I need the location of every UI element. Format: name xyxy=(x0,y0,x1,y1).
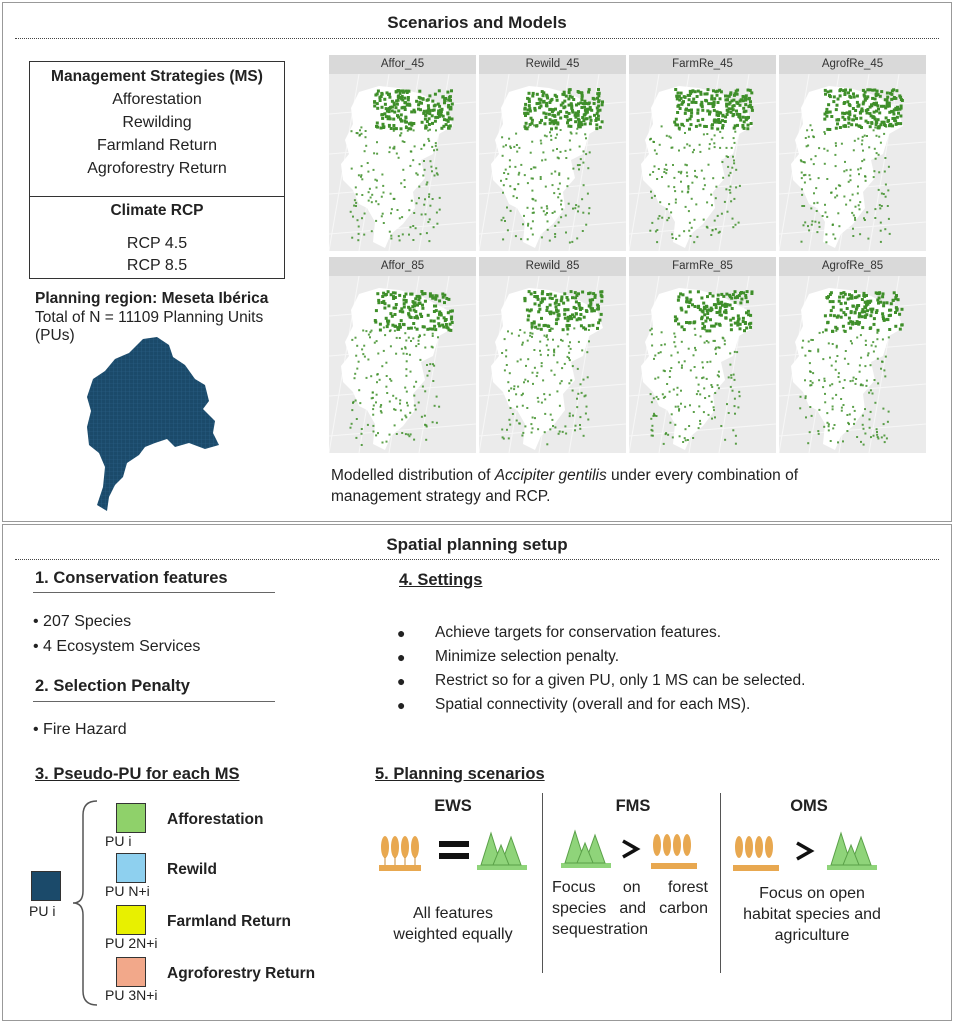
scenario-ews-text: All features weighted equally xyxy=(393,905,513,943)
pseudo-pu-strategy: Agroforestry Return xyxy=(167,965,316,982)
title-divider xyxy=(15,559,939,560)
oms-graphic xyxy=(731,829,881,875)
pseudo-pu-label: PU i xyxy=(105,833,132,849)
pseudo-pu-label: PU N+i xyxy=(105,883,150,899)
settings-item: ● Minimize selection penalty. xyxy=(397,648,620,665)
map-panel xyxy=(629,55,776,251)
caption-species: Accipiter gentilis xyxy=(494,467,607,484)
scenario-oms-text: Focus on open habitat species and agriculture xyxy=(743,885,881,944)
map-caption xyxy=(331,465,871,507)
title-divider xyxy=(15,38,939,39)
map-panel-label: Rewild_45 xyxy=(479,55,626,74)
region-text: Total of N = 11109 Planning Units (PUs) xyxy=(35,309,264,344)
region-map xyxy=(85,335,245,515)
section-underline xyxy=(33,592,275,593)
map-panel-label: FarmRe_85 xyxy=(629,257,776,276)
map-panel xyxy=(629,257,776,453)
settings-item: ● Achieve targets for conservation features. xyxy=(397,624,722,641)
section-settings-title: 4. Settings xyxy=(399,571,483,589)
pseudo-pu-strategy: Afforestation xyxy=(167,811,264,828)
pseudo-pu-box xyxy=(116,905,146,935)
map-panel-label: AgrofRe_45 xyxy=(779,55,926,74)
pseudo-pu-label: PU 3N+i xyxy=(105,987,158,1003)
forest-icon xyxy=(477,833,527,870)
distribution-map xyxy=(629,74,776,251)
penalty-bullet: • Fire Hazard xyxy=(33,721,127,738)
distribution-map xyxy=(779,276,926,453)
distribution-map xyxy=(629,276,776,453)
section-penalty-title: 2. Selection Penalty xyxy=(35,677,190,695)
section-scenarios-title: 5. Planning scenarios xyxy=(375,765,545,783)
scenario-fms-text: Focus on forest species and carbon sequestration xyxy=(552,879,708,938)
settings-item: ● Spatial connectivity (overall and for each MS). xyxy=(397,696,751,713)
map-panel xyxy=(329,55,476,251)
map-panel xyxy=(479,257,626,453)
caption-text: Modelled distribution of xyxy=(331,467,495,484)
pu-main-box xyxy=(31,871,61,901)
map-panel-label: AgrofRe_85 xyxy=(779,257,926,276)
climate-item: RCP 4.5 xyxy=(126,235,188,252)
map-panel xyxy=(779,257,926,453)
scenario-ews-title: EWS xyxy=(434,797,472,815)
feature-bullet: • 4 Ecosystem Services xyxy=(33,638,201,655)
panel-title-scenarios: Scenarios and Models xyxy=(387,13,567,32)
section-pseudo-pu-title: 3. Pseudo-PU for each MS xyxy=(35,765,240,783)
box-divider xyxy=(30,196,284,197)
map-panel-label: Rewild_85 xyxy=(479,257,626,276)
scenario-separator xyxy=(542,793,543,973)
pseudo-pu-label: PU 2N+i xyxy=(105,935,158,951)
climate-header: Climate RCP xyxy=(110,202,204,219)
pseudo-pu-box xyxy=(116,853,146,883)
distribution-map xyxy=(329,276,476,453)
map-panel-label: FarmRe_45 xyxy=(629,55,776,74)
forest-icon xyxy=(827,833,877,870)
section-conservation-title: 1. Conservation features xyxy=(35,569,228,587)
pu-main-label: PU i xyxy=(29,903,56,919)
wheat-icon xyxy=(651,834,697,869)
pseudo-pu-strategy: Farmland Return xyxy=(167,913,292,930)
region-title: Planning region: Meseta Ibérica xyxy=(35,290,269,307)
ms-header: Management Strategies (MS) xyxy=(51,68,263,85)
map-panel xyxy=(779,55,926,251)
strategies-box xyxy=(29,61,285,279)
ms-item: Farmland Return xyxy=(96,137,218,154)
map-panel xyxy=(479,55,626,251)
distribution-map xyxy=(479,276,626,453)
greater-than-icon xyxy=(797,843,811,859)
ms-item: Rewilding xyxy=(122,114,192,131)
map-panel xyxy=(329,257,476,453)
scenario-separator xyxy=(720,793,721,973)
distribution-map xyxy=(779,74,926,251)
ms-item: Afforestation xyxy=(112,91,202,108)
panel-title-planning: Spatial planning setup xyxy=(386,535,568,554)
bracket xyxy=(71,799,101,1009)
ews-graphic xyxy=(377,829,537,875)
feature-bullet: • 207 Species xyxy=(33,613,132,630)
fms-graphic xyxy=(559,825,709,875)
wheat-icon xyxy=(733,836,779,871)
settings-item: ● Restrict so for a given PU, only 1 MS can be selected. xyxy=(397,672,806,689)
scenario-oms-title: OMS xyxy=(790,797,828,815)
section-underline xyxy=(33,701,275,702)
pseudo-pu-strategy: Rewild xyxy=(167,861,217,878)
pseudo-pu-box xyxy=(116,957,146,987)
wheat-icon xyxy=(379,836,421,871)
map-panel-label: Affor_85 xyxy=(329,257,476,276)
pseudo-pu-box xyxy=(116,803,146,833)
distribution-map xyxy=(479,74,626,251)
ms-item: Agroforestry Return xyxy=(87,160,227,177)
spatial-planning-panel xyxy=(2,524,952,1021)
distribution-map xyxy=(329,74,476,251)
equals-icon xyxy=(439,841,469,859)
climate-item: RCP 8.5 xyxy=(126,257,188,274)
forest-icon xyxy=(561,831,611,868)
scenario-fms-title: FMS xyxy=(615,797,651,815)
caption-text: under every combination of management strategy and RCP. xyxy=(331,467,798,505)
map-panel-label: Affor_45 xyxy=(329,55,476,74)
greater-than-icon xyxy=(623,841,637,857)
settings-list xyxy=(397,621,805,717)
scenarios-models-panel xyxy=(2,2,952,522)
